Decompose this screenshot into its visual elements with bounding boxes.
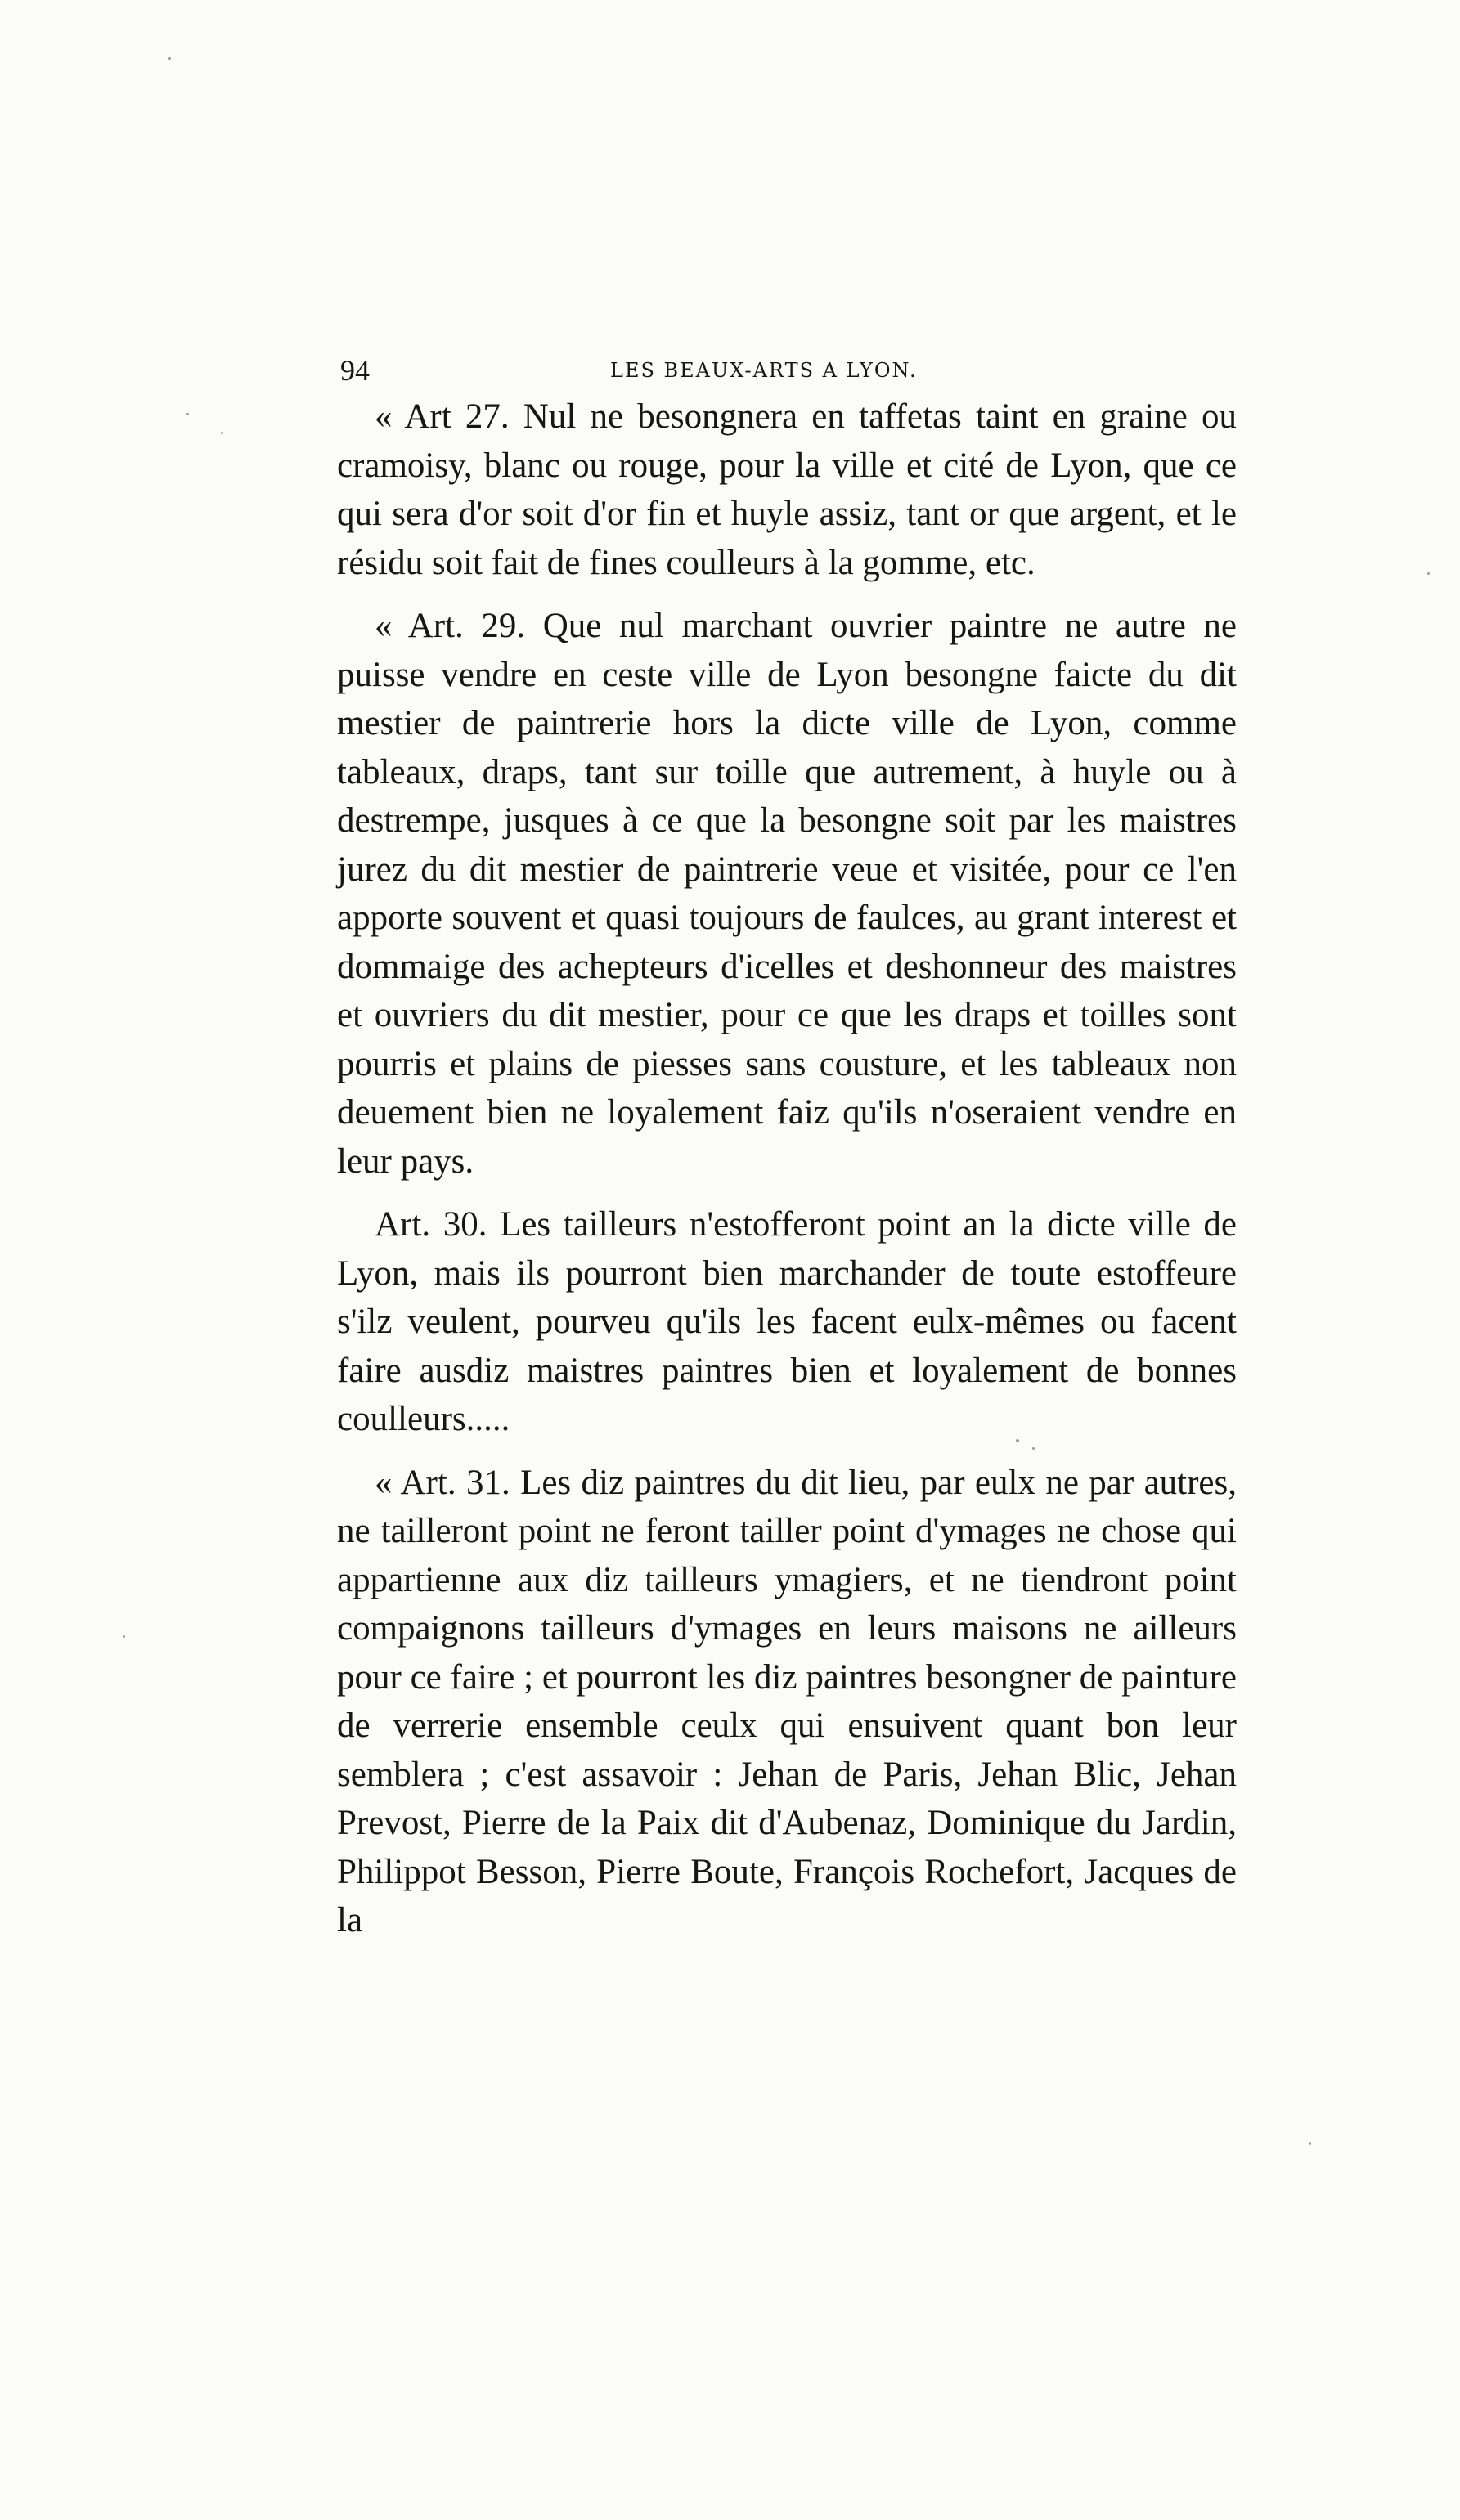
page-header	[340, 350, 1240, 391]
paper-speck	[1309, 2142, 1311, 2145]
paragraph-art-30: Art. 30. Les tailleurs n'estofferont point an la dicte ville de Lyon, mais ils pourront bien marchander de toute estoffeure s'ilz veulent, pourveu qu'ils les facent eulx-mêmes ou facent faire ausdiz maistres paintres bien et loyalement de bonnes coulleurs.....	[337, 1205, 1237, 1438]
paper-speck	[221, 432, 223, 434]
paper-speck	[1427, 572, 1430, 575]
running-head: LES BEAUX-ARTS A LYON.	[610, 359, 918, 382]
paper-speck	[168, 57, 171, 60]
paper-speck	[186, 413, 189, 415]
body-text	[337, 392, 1237, 1960]
paragraph-art-31: « Art. 31. Les diz paintres du dit lieu, par eulx ne par autres, ne tailleront point ne feront tailler point d'ymages ne chose qui appartienne aux diz tailleurs ymagiers, et ne tiendront point compaignons tailleurs d'ymages en leurs maisons ne ailleurs pour ce faire ; et pourront les diz paintres besongner de painture de verrerie ensemble ceulx qui ensuivent quant bon leur semblera ; c'est assavoir : Jehan de Paris, Jehan Blic, Jehan Prevost, Pierre de la Paix dit d'Aubenaz, Dominique du Jardin, Philippot Besson, Pierre Boute, François Rochefort, Jacques de la	[337, 1463, 1237, 1939]
paper-speck	[123, 1635, 125, 1638]
page-number: 94	[340, 354, 370, 387]
paragraph-art-27: « Art 27. Nul ne besongnera en taffetas taint en graine ou cramoisy, blanc ou rouge, pour la ville et cité de Lyon, que ce qui sera d'or soit d'or fin et huyle assiz, tant or que argent, et le résidu soit fait de fines coulleurs à la gomme, etc.	[337, 397, 1237, 582]
paragraph-art-29: « Art. 29. Que nul marchant ouvrier paintre ne autre ne puisse vendre en ceste ville de Lyon besongne faicte du dit mestier de paintrerie hors la dicte ville de Lyon, comme tableaux, draps, tant sur toille que autrement, à huyle ou à destrempe, jusques à ce que la besongne soit par les maistres jurez du dit mestier de paintrerie veue et visitée, pour ce l'en apporte souvent et quasi toujours de faulces, au grant interest et dommaige des achepteurs d'icelles et deshonneur des maistres et ouvriers du dit mestier, pour ce que les draps et toilles sont pourris et plains de piesses sans cousture, et les tableaux non deuement bien ne loyalement faiz qu'ils n'oseraient vendre en leur pays.	[337, 607, 1237, 1181]
